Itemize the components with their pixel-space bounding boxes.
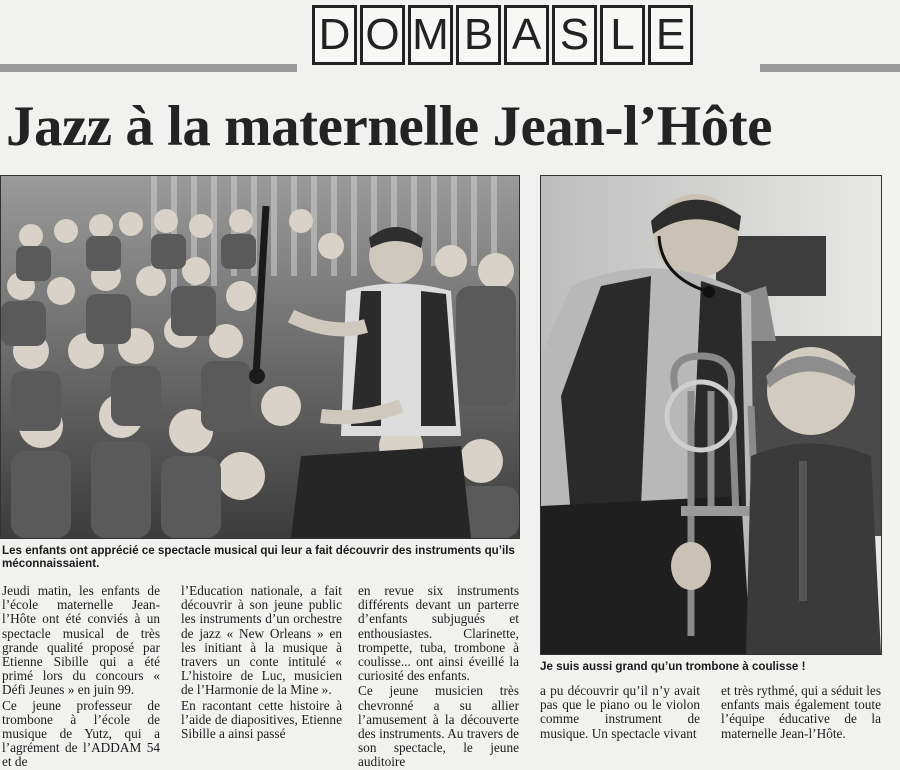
masthead-rule-right	[760, 64, 900, 72]
paragraph: a pu découvrir qu’il n’y avait pas que le piano ou le violon comme instrument de musique. Un spectacle vivant	[540, 683, 700, 741]
photo-left-caption: Les enfants ont apprécié ce spectacle musical qui leur a fait découvrir des instruments qu’ils méconnaissaient.	[2, 544, 515, 570]
masthead-letter: A	[504, 5, 549, 65]
article-headline: Jazz à la maternelle Jean-l’Hôte	[6, 95, 772, 158]
photo-right-caption: Je suis aussi grand qu’un trombone à coulisse !	[540, 660, 806, 673]
masthead-rule-left	[0, 64, 297, 72]
paragraph: en revue six instruments différents devant un parterre d’enfants subjugués et enthousiastes. Clarinette, trompette, tuba, trombone à coulisse... ont ainsi éveillé la curiosité des enfants.	[358, 583, 519, 684]
paragraph: l’Education nationale, a fait découvrir à son jeune public les instruments d’un orchestre de jazz « New Orleans » en les initiant à la musique à travers un conte intitulé « L’histoire de Luc, musicien de l’Harmonie de la Mine ».	[181, 583, 342, 698]
photo-boy-trombone	[540, 175, 882, 655]
photo-children-audience	[0, 175, 520, 539]
masthead-letter: M	[408, 5, 453, 65]
masthead-dombasle	[312, 5, 693, 65]
paragraph: En racontant cette histoire à l’aide de diapositives, Etienne Sibille a ainsi passé	[181, 697, 342, 742]
article-column-5	[721, 683, 881, 741]
paragraph: Jeudi matin, les enfants de l’école maternelle Jean-l’Hôte ont été conviés à un spectacle musical de très grande qualité proposé par Etienne Sibille qui a été primé lors du concours « Défi Jeunes » en juin 99.	[2, 583, 160, 698]
masthead-letter: L	[600, 5, 645, 65]
paragraph: et très rythmé, qui a séduit les enfants mais également toute l’équipe éducative de la maternelle Jean-l’Hôte.	[721, 683, 881, 741]
paragraph: Ce jeune professeur de trombone à l’école de musique de Yutz, qui a l’agrément de l’ADDAM 54 et de	[2, 697, 160, 770]
masthead-letter: O	[360, 5, 405, 65]
paragraph: Ce jeune musicien très chevronné a su allier l’amusement à la découverte des instruments. Au travers de son spectacle, le jeune auditoire	[358, 683, 519, 770]
masthead-letter: E	[648, 5, 693, 65]
article-column-1	[2, 583, 160, 770]
masthead-letter: B	[456, 5, 501, 65]
article-column-4	[540, 683, 700, 741]
masthead-letter: S	[552, 5, 597, 65]
article-column-3	[358, 583, 519, 770]
masthead-letter: D	[312, 5, 357, 65]
article-column-2	[181, 583, 342, 742]
